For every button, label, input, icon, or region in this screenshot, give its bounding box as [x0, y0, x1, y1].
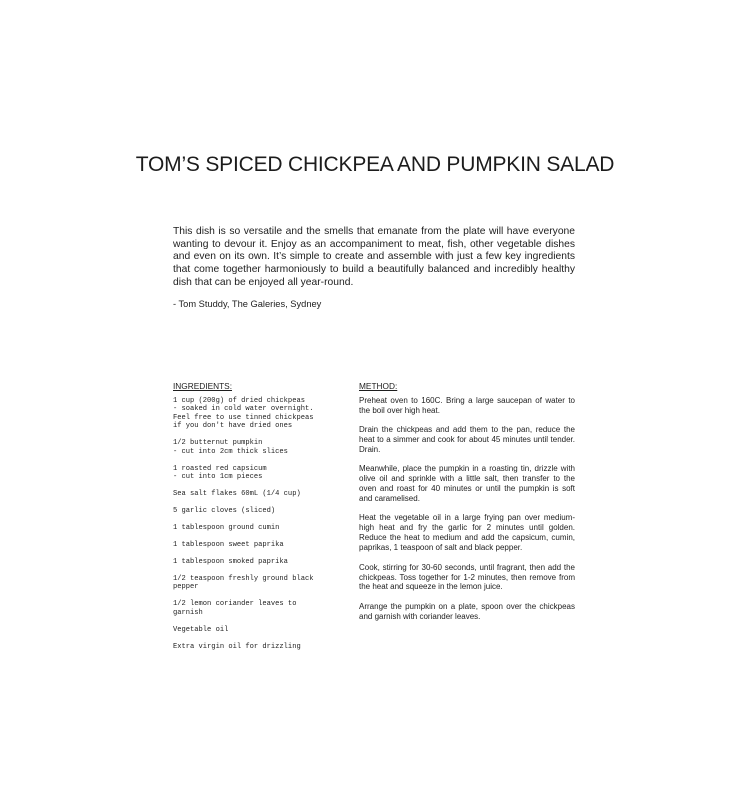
ingredients-heading: INGREDIENTS: [173, 381, 233, 391]
method-step: Drain the chickpeas and add them to the pan, reduce the heat to a simmer and cook for about 45 minutes until tender. Drain. [359, 425, 575, 455]
ingredient-item: 1/2 teaspoon freshly ground black pepper [173, 574, 314, 592]
method-step: Arrange the pumpkin on a plate, spoon over the chickpeas and garnish with coriander leaves. [359, 601, 575, 621]
method-steps [359, 396, 575, 631]
ingredient-item: 1/2 lemon coriander leaves to garnish [173, 600, 297, 617]
ingredient-item: 1 cup (200g) of dried chickpeas - soaked in cold water overnight. Feel free to use tinned chickpeas if you don't have dried ones [173, 397, 314, 431]
ingredient-item: 1 tablespoon sweet paprika [173, 540, 284, 549]
ingredient-item: 1/2 butternut pumpkin - cut into 2cm thick slices [173, 439, 288, 456]
ingredient-item: 5 garlic cloves (sliced) [173, 507, 276, 516]
ingredient-item: Extra virgin oil for drizzling [173, 642, 301, 651]
method-step: Heat the vegetable oil in a large frying pan over medium-high heat and fry the garlic for 2 minutes until golden. Reduce the heat to medium and add the capsicum, cumin, paprikas, 1 teaspoon of salt and black pepper. [359, 513, 575, 553]
method-step: Preheat oven to 160C. Bring a large saucepan of water to the boil over high heat. [359, 396, 575, 415]
method-step: Cook, stirring for 30-60 seconds, until fragrant, then add the chickpeas. Toss together for 1-2 minutes, then remove from the heat and squeeze in the lemon juice. [359, 562, 575, 592]
method-heading: METHOD: [359, 381, 398, 391]
ingredient-item: 1 roasted red capsicum - cut into 1cm pieces [173, 464, 267, 482]
ingredient-item: 1 tablespoon ground cumin [173, 524, 280, 533]
ingredient-item: 1 tablespoon smoked paprika [173, 557, 288, 566]
ingredient-item: Vegetable oil [173, 625, 229, 634]
recipe-intro: This dish is so versatile and the smells that emanate from the plate will have everyone wanting to devour it. Enjoy as an accompaniment to meat, fish, other vegetable dishes and even on its own. It’s simple to create and assemble with just a few key ingredients that come together harmoniously to build a beautifully balanced and incredibly healthy dish that can be enjoyed all year-round. [173, 226, 575, 288]
recipe-attribution: - Tom Studdy, The Galeries, Sydney [173, 299, 322, 309]
recipe-title: TOM’S SPICED CHICKPEA AND PUMPKIN SALAD [135, 153, 615, 176]
ingredients-list [173, 397, 329, 660]
method-step: Meanwhile, place the pumpkin in a roasting tin, drizzle with olive oil and sprinkle with a little salt, then transfer to the oven and roast for 40 minutes or until the pumpkin is soft and caramelised. [359, 464, 575, 504]
ingredient-item: Sea salt flakes 60mL (1/4 cup) [173, 490, 301, 499]
